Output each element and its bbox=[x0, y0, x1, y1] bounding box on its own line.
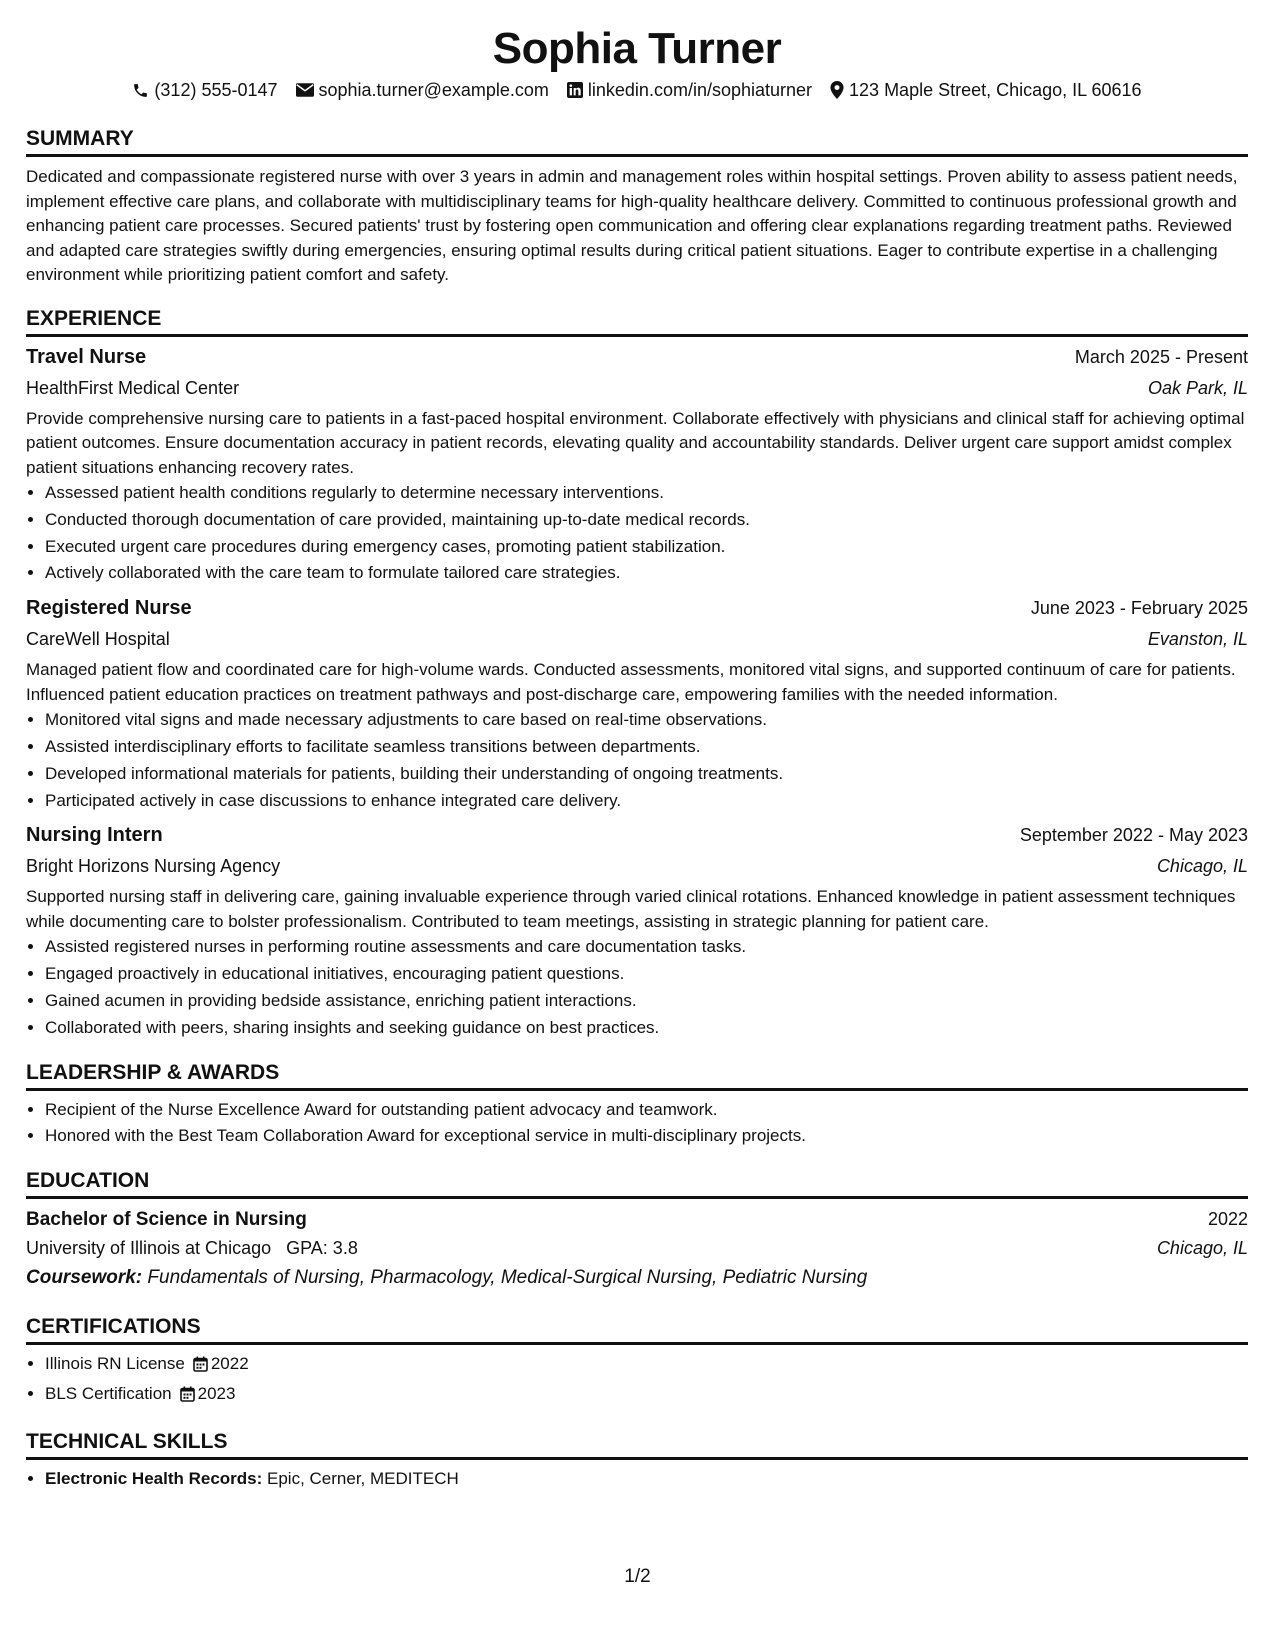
calendar-icon bbox=[180, 1384, 195, 1411]
job-title: Registered Nurse bbox=[26, 597, 192, 620]
coursework-list: Fundamentals of Nursing, Pharmacology, Medical-Surgical Nursing, Pediatric Nursing bbox=[147, 1267, 868, 1289]
list-item: • Actively collaborated with the care team to formulate tailored care strategies. bbox=[45, 560, 1248, 587]
job-location: Evanston, IL bbox=[1147, 629, 1248, 650]
contact-bar bbox=[26, 78, 1248, 102]
job-summary: Provide comprehensive nursing care to patients in a fast-paced hospital environment. Collaborate effectively with physicians and clinical staff for achieving optimal patient outcomes. Ensure documentation accuracy in patient records, elevating quality and accountability standards. Deliver urgent care support amidst complex patient situations enhancing recovery rates. bbox=[26, 408, 1245, 477]
certifications-heading: CERTIFICATIONS bbox=[26, 1314, 1248, 1345]
job-bullets bbox=[26, 934, 1248, 1041]
cert-year: 2022 bbox=[210, 1354, 249, 1374]
list-item: • Executed urgent care procedures during emergency cases, promoting patient stabilization. bbox=[45, 534, 1248, 561]
skills-list bbox=[26, 1466, 1248, 1493]
job-bullets bbox=[26, 707, 1248, 814]
list-item bbox=[45, 1381, 1248, 1411]
list-item: • Developed informational materials for patients, building their understanding of ongoing treatments. bbox=[45, 761, 1248, 788]
cert-name: BLS Certification bbox=[45, 1383, 172, 1403]
map-pin-icon bbox=[830, 81, 844, 99]
job-entry bbox=[26, 821, 1248, 1041]
list-item: • Collaborated with peers, sharing insights and seeking guidance on best practices. bbox=[45, 1015, 1248, 1042]
list-item: • Assisted registered nurses in performing routine assessments and care documentation tasks. bbox=[45, 934, 1248, 961]
summary-text: Dedicated and compassionate registered nurse with over 3 years in admin and management roles within hospital settings. Proven ability to assess patient needs, implement effective care plans, and collaborate with multidisciplinary teams for high-quality healthcare delivery. Committed to continuous professional growth and enhancing patient care processes. Secured patients' trust by fostering open communication and offering clear explanations regarding treatment paths. Reviewed and adapted care strategies swiftly during emergencies, ensuring optimal results during critical patient situations. Eager to contribute expertise in a challenging environment while prioritizing patient comfort and safety. bbox=[26, 167, 1238, 284]
awards-list bbox=[26, 1097, 1248, 1151]
list-item: • Honored with the Best Team Collaboration Award for exceptional service in multi-disciplinary projects. bbox=[45, 1123, 1248, 1150]
list-item: • Assessed patient health conditions regularly to determine necessary interventions. bbox=[45, 480, 1248, 507]
resume-page bbox=[26, 0, 1248, 1493]
job-title: Nursing Intern bbox=[26, 824, 163, 847]
job-date: March 2025 - Present bbox=[1074, 346, 1248, 367]
skills-heading: TECHNICAL SKILLS bbox=[26, 1429, 1248, 1460]
job-location: Chicago, IL bbox=[1156, 856, 1248, 877]
list-item: • Assisted interdisciplinary efforts to facilitate seamless transitions between departments. bbox=[45, 734, 1248, 761]
linkedin-text: linkedin.com/in/sophiaturner bbox=[587, 80, 813, 100]
certifications-list bbox=[26, 1351, 1248, 1411]
coursework bbox=[26, 1263, 1248, 1292]
school-location: Chicago, IL bbox=[1156, 1238, 1248, 1259]
job-bullets bbox=[26, 480, 1248, 587]
list-item: • Monitored vital signs and made necessary adjustments to care based on real-time observations. bbox=[45, 707, 1248, 734]
job-date: June 2023 - February 2025 bbox=[1030, 598, 1248, 619]
school-name: University of Illinois at Chicago bbox=[26, 1238, 272, 1259]
job-company: CareWell Hospital bbox=[26, 629, 170, 650]
job-title: Travel Nurse bbox=[26, 345, 147, 368]
list-item bbox=[45, 1351, 1248, 1381]
skill-value: Epic, Cerner, MEDITECH bbox=[267, 1468, 459, 1488]
skill-label: Electronic Health Records: bbox=[45, 1468, 263, 1488]
cert-year: 2023 bbox=[197, 1383, 236, 1403]
contact-email[interactable] bbox=[296, 78, 549, 102]
summary-heading: SUMMARY bbox=[26, 126, 1248, 157]
job-summary: Managed patient flow and coordinated care for high-volume wards. Conducted assessments, monitored vital signs, and supported continuum of care for patients. Influenced patient education practices on treatment pathways and post-discharge care, empowering families with the needed information. bbox=[26, 660, 1236, 704]
candidate-name: Sophia Turner bbox=[492, 24, 782, 73]
list-item: • Conducted thorough documentation of care provided, maintaining up-to-date medical records. bbox=[45, 507, 1248, 534]
calendar-icon bbox=[193, 1354, 208, 1381]
list-item: • Recipient of the Nurse Excellence Award for outstanding patient advocacy and teamwork. bbox=[45, 1097, 1248, 1124]
envelope-icon bbox=[296, 83, 314, 97]
contact-phone[interactable] bbox=[132, 78, 277, 102]
email-text: sophia.turner@example.com bbox=[318, 80, 549, 100]
job-company: HealthFirst Medical Center bbox=[26, 377, 240, 398]
list-item: • Engaged proactively in educational initiatives, encouraging patient questions. bbox=[45, 961, 1248, 988]
awards-heading: LEADERSHIP & AWARDS bbox=[26, 1060, 1248, 1091]
list-item: • Participated actively in case discussions to enhance integrated care delivery. bbox=[45, 788, 1248, 815]
coursework-label: Coursework: bbox=[26, 1267, 143, 1289]
degree-title: Bachelor of Science in Nursing bbox=[26, 1209, 307, 1231]
linkedin-icon bbox=[567, 82, 583, 98]
job-date: September 2022 - May 2023 bbox=[1019, 825, 1248, 846]
graduation-year: 2022 bbox=[1207, 1209, 1248, 1230]
address-text: 123 Maple Street, Chicago, IL 60616 bbox=[849, 80, 1142, 100]
gpa: GPA: 3.8 bbox=[286, 1238, 358, 1259]
contact-address bbox=[830, 78, 1142, 102]
phone-text: (312) 555-0147 bbox=[154, 80, 278, 100]
job-entry bbox=[26, 343, 1248, 588]
contact-linkedin[interactable] bbox=[567, 78, 812, 102]
job-entry bbox=[26, 594, 1248, 814]
experience-heading: EXPERIENCE bbox=[26, 306, 1248, 337]
job-location: Oak Park, IL bbox=[1147, 377, 1248, 398]
job-summary: Supported nursing staff in delivering care, gaining invaluable experience through varied clinical rotations. Enhanced knowledge in patient assessment techniques while documenting care to bolster professionalism. Contributed to team meetings, assisting in strategic planning for patient care. bbox=[26, 887, 1236, 931]
phone-icon bbox=[132, 82, 149, 99]
list-item: • Gained acumen in providing bedside assistance, enriching patient interactions. bbox=[45, 988, 1248, 1015]
education-heading: EDUCATION bbox=[26, 1168, 1248, 1199]
list-item bbox=[45, 1466, 1248, 1493]
cert-name: Illinois RN License bbox=[45, 1354, 185, 1374]
page-number: 1/2 bbox=[624, 1566, 651, 1587]
job-company: Bright Horizons Nursing Agency bbox=[26, 856, 281, 877]
